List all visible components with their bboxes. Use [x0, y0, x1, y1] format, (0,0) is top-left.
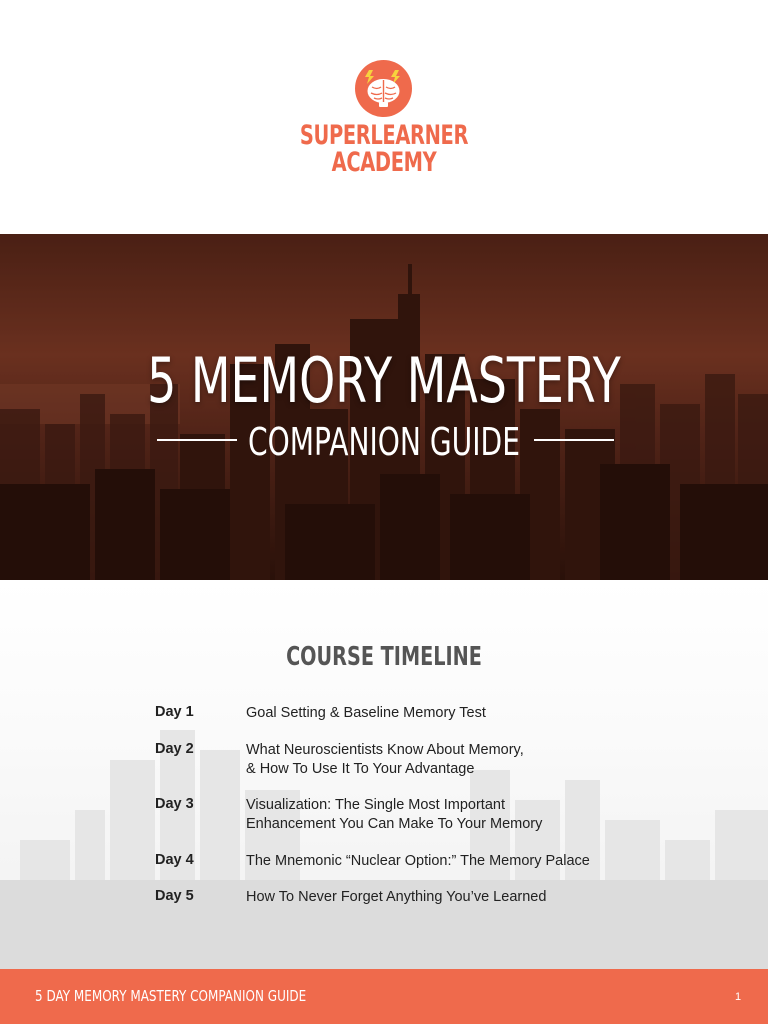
day-description-line: The Mnemonic “Nuclear Option:” The Memory Palace — [246, 853, 590, 869]
day-description — [246, 704, 686, 723]
day-label: Day 5 — [155, 888, 194, 904]
day-description-line: Visualization: The Single Most Important — [246, 797, 505, 813]
brand-name-line1: SUPERLEARNER — [299, 120, 469, 151]
day-description-line: What Neuroscientists Know About Memory, — [246, 742, 524, 758]
day-description-line: How To Never Forget Anything You’ve Learned — [246, 889, 547, 905]
timeline-heading: COURSE TIMELINE — [286, 642, 482, 672]
day-description — [246, 888, 686, 907]
hero-title: 5 MEMORY MASTERY — [147, 344, 621, 417]
brand-logo — [0, 0, 768, 234]
day-label: Day 2 — [155, 741, 194, 757]
hero-subtitle: COMPANION GUIDE — [248, 420, 520, 464]
day-label: Day 3 — [155, 796, 194, 812]
day-label: Day 4 — [155, 852, 194, 868]
day-description — [246, 796, 686, 834]
divider-line-right — [534, 439, 614, 441]
day-description — [246, 852, 686, 871]
footer-title: 5 DAY MEMORY MASTERY COMPANION GUIDE — [35, 987, 307, 1005]
day-description-line: Enhancement You Can Make To Your Memory — [246, 816, 543, 832]
day-description — [246, 741, 686, 779]
page-number: 1 — [735, 991, 742, 1003]
day-label: Day 1 — [155, 704, 194, 720]
brand-name-line2: ACADEMY — [331, 147, 437, 178]
brain-icon — [355, 60, 412, 117]
hero-banner — [0, 234, 768, 580]
page-footer — [0, 969, 768, 1024]
day-description-line: Goal Setting & Baseline Memory Test — [246, 705, 486, 721]
day-description-line: & How To Use It To Your Advantage — [246, 761, 475, 777]
